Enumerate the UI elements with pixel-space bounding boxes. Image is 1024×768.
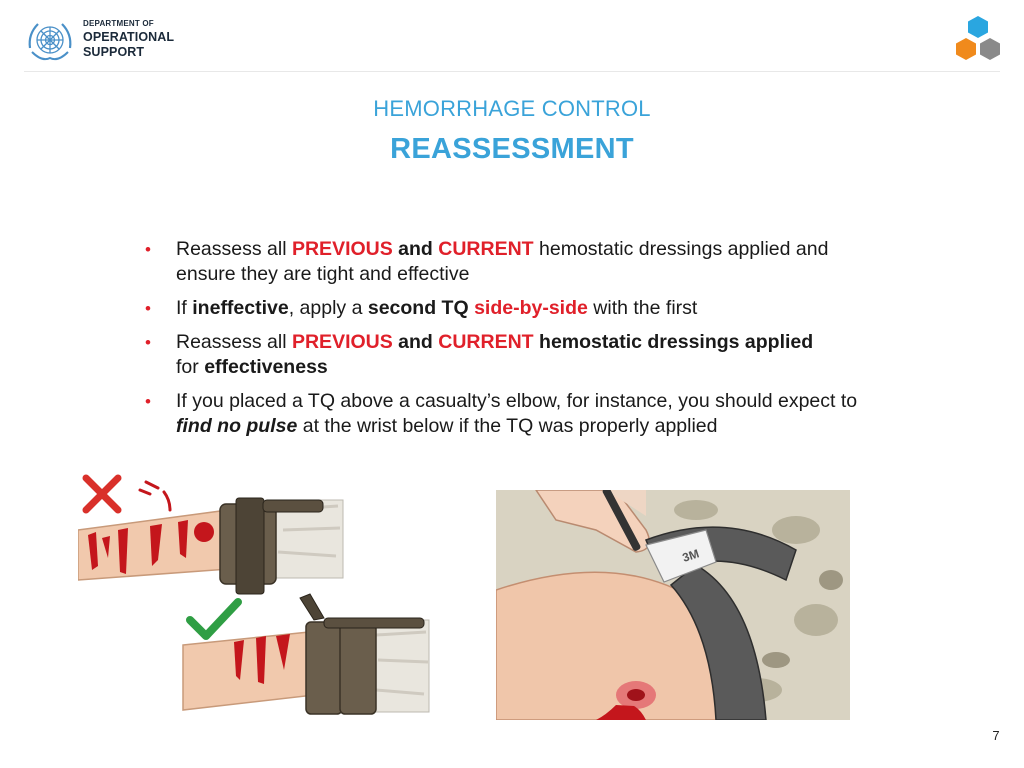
bullet-text: hemostatic dressings applied and ensure they are tight and effective [176,238,829,285]
department-name [83,20,174,58]
emphasis-red: PREVIOUS [291,331,393,353]
emphasis-bold: effectiveness [204,356,328,378]
bullet-text: Reassess all [176,331,292,353]
slide-title: REASSESSMENT [390,133,634,165]
bullet-text: Reassess all [176,238,292,260]
bullet-marker: • [145,299,151,318]
emphasis-red: PREVIOUS [291,238,393,260]
emphasis-bold: ineffective [192,297,289,319]
bullet-list [145,237,885,448]
bullet-item [145,330,885,380]
dept-line-1: DEPARTMENT OF [83,19,154,28]
emphasis-bold: and [392,331,439,353]
emphasis-red: side-by-side [474,297,588,319]
bullet-text: If [176,297,193,319]
bullet-text: at the wrist below if the TQ was properly applied [297,415,718,437]
bullet-item [145,389,885,439]
dept-line-3: SUPPORT [83,44,145,59]
tourniquet-application-illustration [496,490,850,720]
emphasis-red: CURRENT [438,238,534,260]
bullet-text: for [176,356,205,378]
emphasis-red: CURRENT [438,331,534,353]
header-divider [24,71,1000,72]
un-emblem-icon [24,18,76,64]
emphasis-bold-italic: find no pulse [176,415,298,437]
bullet-marker: • [145,333,151,352]
green-check-icon [190,602,238,636]
hexagon-cluster-icon [948,14,1006,66]
arm-correct-placement [183,594,429,714]
tape-label: 3M [680,546,701,565]
bullet-marker: • [145,392,151,411]
bullet-marker: • [145,240,151,259]
red-x-icon [86,478,118,510]
bullet-item [145,296,885,321]
emphasis-bold: second TQ [367,297,469,319]
bullet-text: If you placed a TQ above a casualty’s elbow, for instance, you should expect to [176,390,858,412]
slide-subtitle: HEMORRHAGE CONTROL [373,96,651,121]
emphasis-bold: and [392,238,439,260]
bullet-text: with the first [587,297,698,319]
emphasis-bold: hemostatic dressings applied [533,331,814,353]
dept-line-2: OPERATIONAL [83,30,175,44]
bullet-item [145,237,885,287]
page-number: 7 [992,728,1000,743]
tourniquet-comparison-illustration [78,470,430,720]
bullet-text: , apply a [288,297,368,319]
